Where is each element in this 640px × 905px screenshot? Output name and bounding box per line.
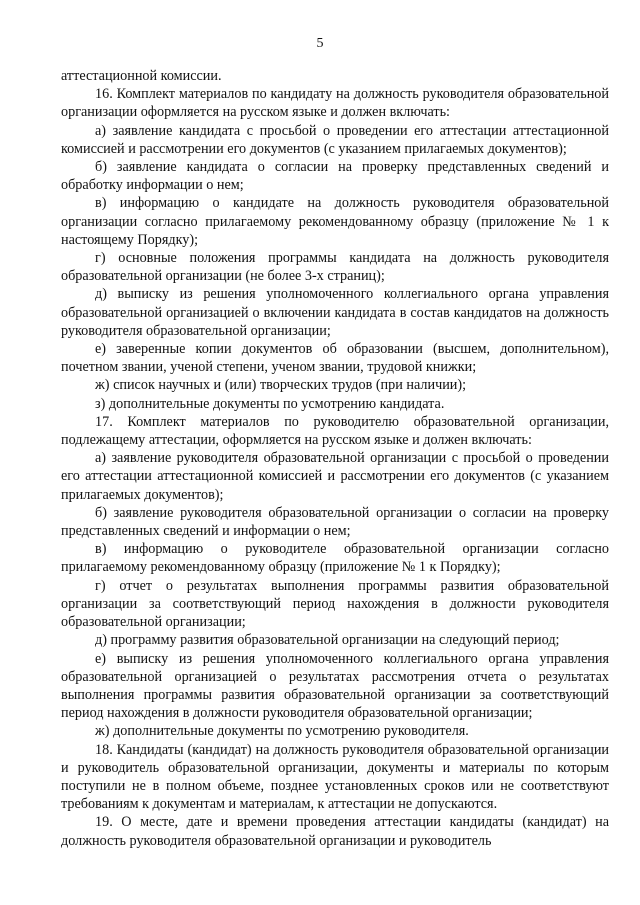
list-item-16e: е) заверенные копии документов об образовании (высшем, дополнительном), почетном звании, ученой степени, ученом звании, трудовой книжки;	[61, 341, 609, 376]
list-item-17b: б) заявление руководителя образовательной организации о согласии на проверку представленных сведений и информации о нем;	[61, 504, 609, 540]
list-item-17a: а) заявление руководителя образовательной организации с просьбой о проведении его аттестации аттестационной комиссией и рассмотрении его документов (с указанием прилагаемых документов);	[61, 450, 609, 503]
document-body	[61, 67, 609, 850]
list-item-16z: з) дополнительные документы по усмотрению кандидата.	[95, 395, 445, 412]
paragraph-18: 18. Кандидаты (кандидат) на должность руководителя образовательной организации и руководитель образовательной организации, документы и материалы по которым поступили не в полном объеме, позднее установленных сроков или не соответствуют требованиям к документам и материалам, к аттестации не допускаются.	[61, 741, 609, 813]
list-item-16d: д) выписку из решения уполномоченного коллегиального органа управления образовательной организацией о включении кандидата в состав кандидатов на должность руководителя образовательной организации;	[61, 286, 609, 339]
list-item-16a: а) заявление кандидата с просьбой о проведении его аттестации аттестационной комиссией и рассмотрении его документов (с указанием прилагаемых документов);	[61, 122, 609, 157]
paragraph-19: 19. О месте, дате и времени проведения аттестации кандидаты (кандидат) на должность руководителя образовательной организации и руководитель	[61, 814, 609, 849]
paragraph-17: 17. Комплект материалов по руководителю образовательной организации, подлежащему аттестации, оформляется на русском языке и должен включать:	[61, 413, 609, 449]
list-item-17e: е) выписку из решения уполномоченного коллегиального органа управления образовательной организацией о результатах рассмотрения отчета о результатах выполнения программы развития образовательной организации за соответствующий период нахождения в должности руководителя образовательной организации;	[61, 650, 609, 722]
list-item-16g: г) основные положения программы кандидата на должность руководителя образовательной организации (не более 3-х страниц);	[61, 250, 609, 285]
page-number: 5	[316, 36, 324, 51]
list-item-17zh: ж) дополнительные документы по усмотрению руководителя.	[95, 723, 469, 740]
list-item-17g: г) отчет о результатах выполнения программы развития образовательной организации за соответствующий период нахождения в должности руководителя образовательной организации;	[61, 577, 609, 631]
list-item-16b: б) заявление кандидата о согласии на проверку представленных сведений и обработку информации о нем;	[61, 159, 609, 194]
list-item-17d: д) программу развития образовательной организации на следующий период;	[95, 632, 560, 649]
list-item-16zh: ж) список научных и (или) творческих трудов (при наличии);	[95, 377, 467, 394]
paragraph-continuation: аттестационной комиссии.	[61, 68, 222, 84]
paragraph-16: 16. Комплект материалов по кандидату на должность руководителя образовательной организации оформляется на русском языке и должен включать:	[61, 86, 609, 121]
list-item-16v: в) информацию о кандидате на должность руководителя образовательной организации согласно прилагаемому рекомендованному образцу (приложение № 1 к настоящему Порядку);	[61, 195, 609, 248]
list-item-17v: в) информацию о руководителе образовательной организации согласно прилагаемому рекомендованному образцу (приложение № 1 к Порядку);	[61, 541, 609, 576]
